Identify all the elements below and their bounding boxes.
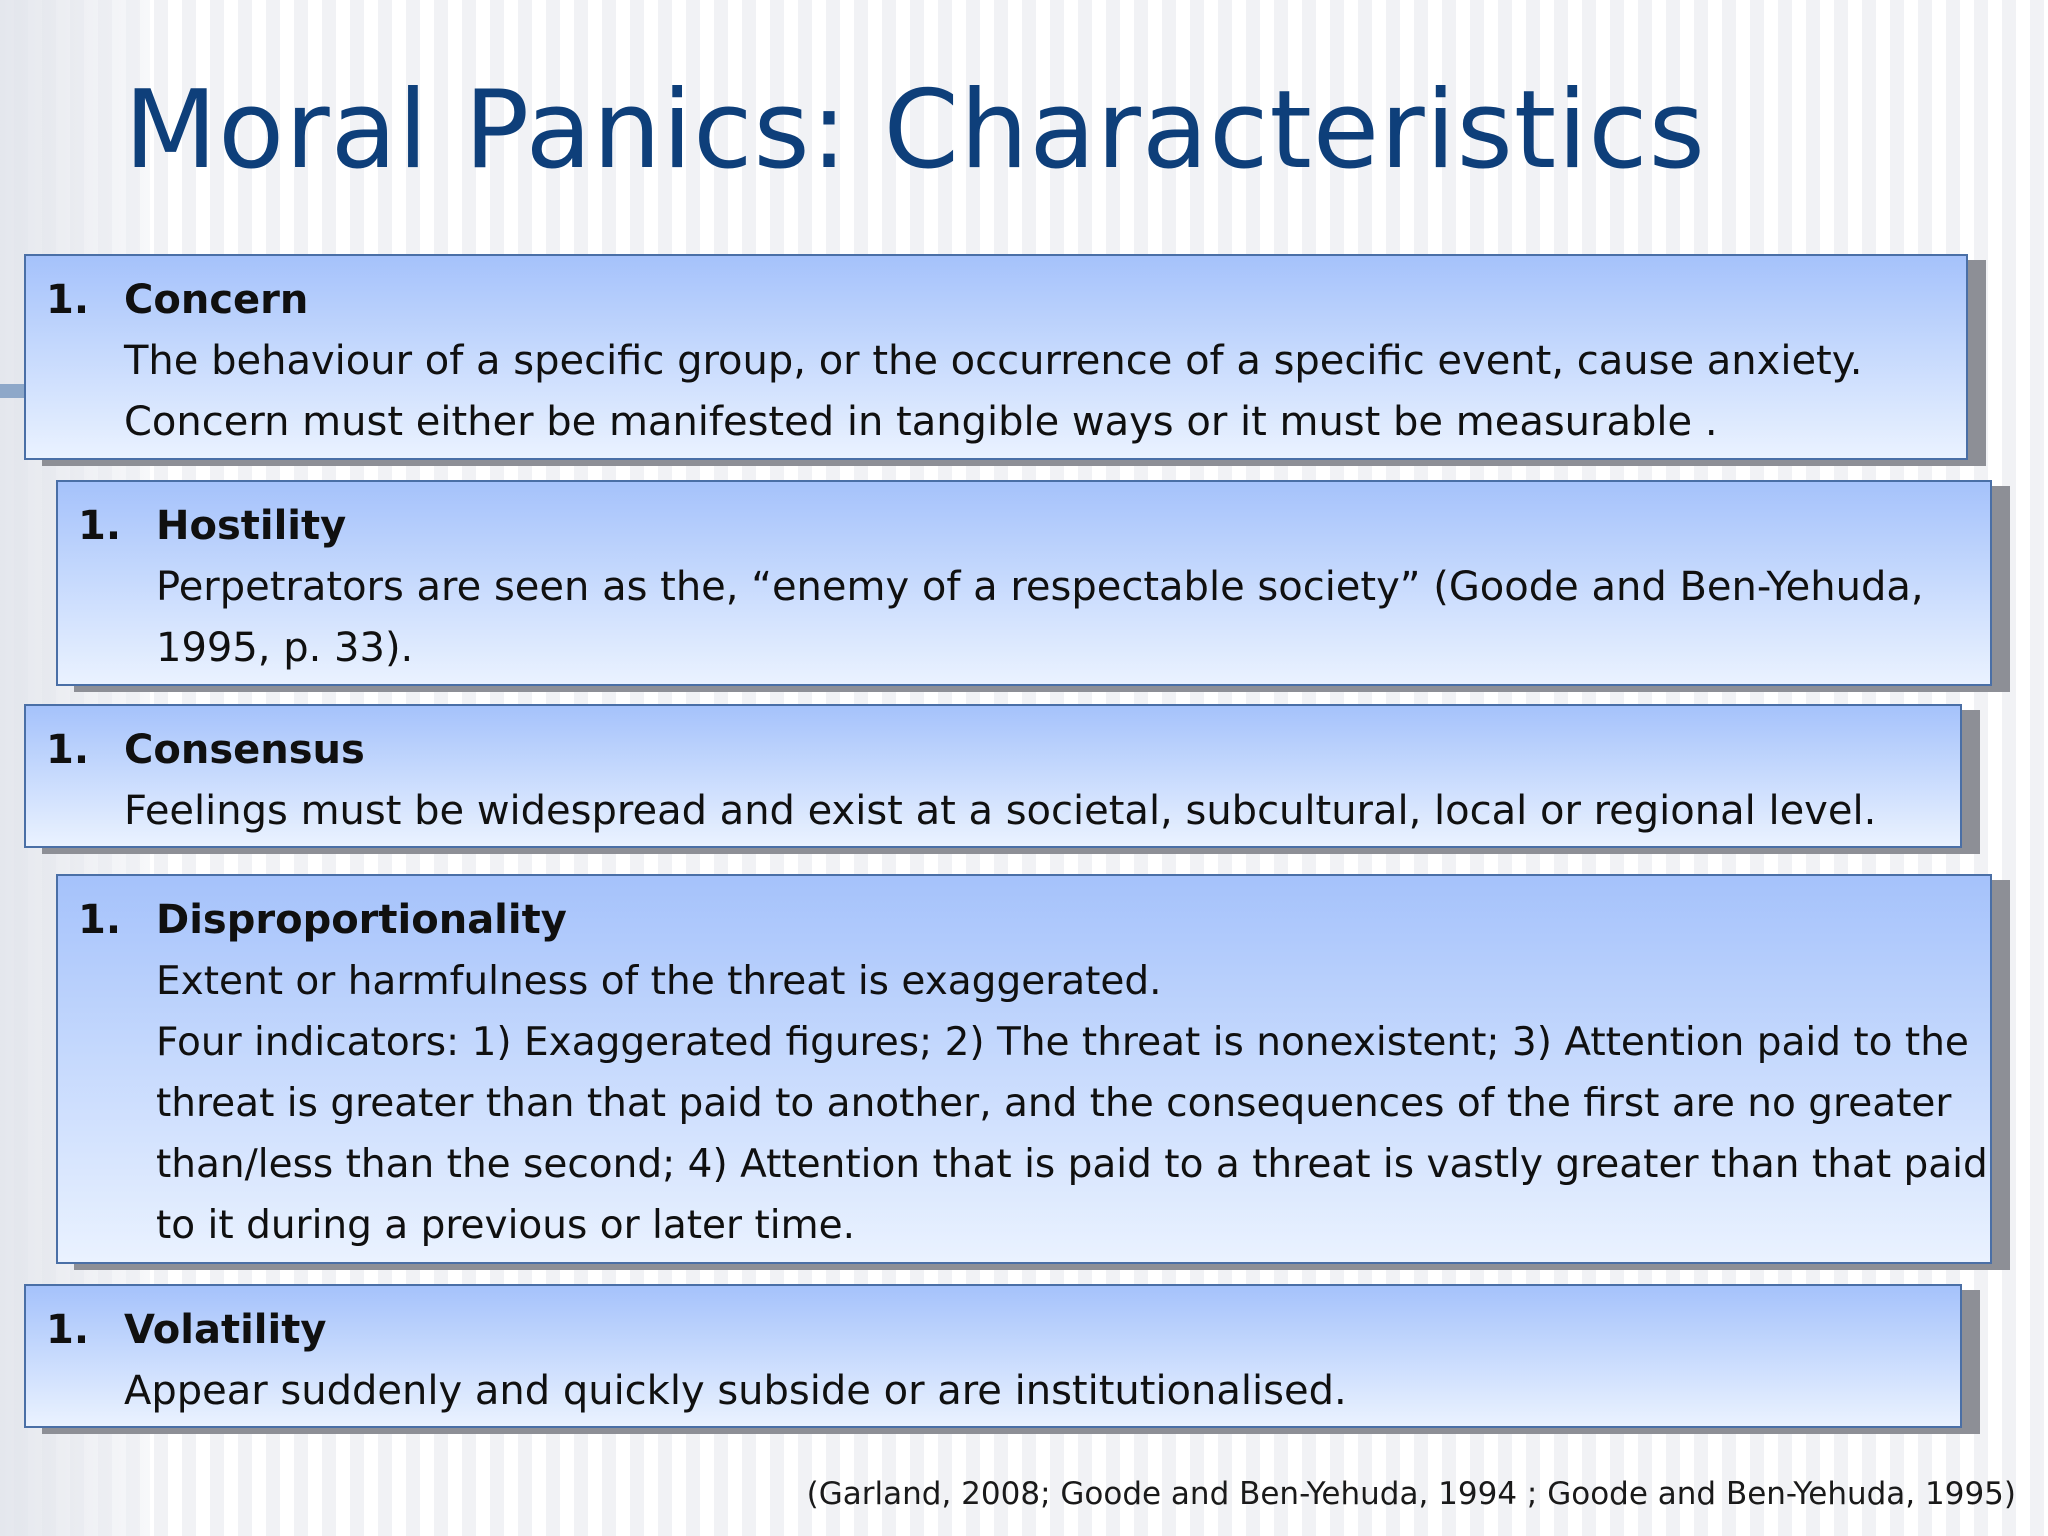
item-text-line: Feelings must be widespread and exist at a societal, subcultural, local or regional level. [124, 788, 1877, 834]
item-text-line: The behaviour of a specific group, or the occurrence of a specific event, cause anxiety. [124, 338, 1863, 384]
item-heading: Concern [124, 277, 309, 323]
item-text-line: Four indicators: 1) Exaggerated figures; 2) The threat is nonexistent; 3) Attention paid to the threat is greater than that paid to another, and the consequences of the first are no greater than/less than the second; 4) Attention that is paid to a threat is vastly greater than that paid to it during a previous or later time. [156, 1020, 1988, 1248]
item-body [124, 331, 1966, 453]
item-heading-row [78, 890, 1990, 951]
item-body [156, 951, 1990, 1256]
item-text-line: Appear suddenly and quickly subside or are institutionalised. [124, 1368, 1347, 1414]
item-heading: Consensus [124, 727, 365, 773]
item-text-line: Concern must either be manifested in tangible ways or it must be measurable . [124, 399, 1718, 445]
item-number: 1. [46, 277, 90, 323]
characteristic-box-hostility [56, 480, 1992, 686]
item-heading-row [78, 496, 1990, 557]
item-number: 1. [46, 1307, 90, 1353]
characteristic-box-disproportionality [56, 874, 1992, 1264]
item-body [124, 1361, 1960, 1422]
item-text-line: Extent or harmfulness of the threat is exaggerated. [156, 959, 1162, 1004]
slide-title: Moral Panics: Characteristics [124, 68, 1706, 193]
item-body [124, 781, 1960, 842]
item-heading: Hostility [156, 503, 347, 549]
item-heading: Disproportionality [156, 897, 567, 943]
characteristic-box-volatility [24, 1284, 1962, 1428]
citation: (Garland, 2008; Goode and Ben-Yehuda, 1994 ; Goode and Ben-Yehuda, 1995) [806, 1476, 2016, 1512]
accent-tick [0, 384, 26, 398]
item-heading-row [46, 1300, 1960, 1361]
characteristic-box-consensus [24, 704, 1962, 848]
item-number: 1. [78, 503, 122, 549]
item-heading: Volatility [124, 1307, 327, 1353]
item-heading-row [46, 270, 1966, 331]
characteristic-box-concern [24, 254, 1968, 460]
item-heading-row [46, 720, 1960, 781]
item-number: 1. [78, 897, 122, 943]
item-body [156, 557, 1990, 679]
item-number: 1. [46, 727, 90, 773]
item-text-line: Perpetrators are seen as the, “enemy of a respectable society” (Goode and Ben-Yehuda, 1995, p. 33). [156, 564, 1924, 671]
